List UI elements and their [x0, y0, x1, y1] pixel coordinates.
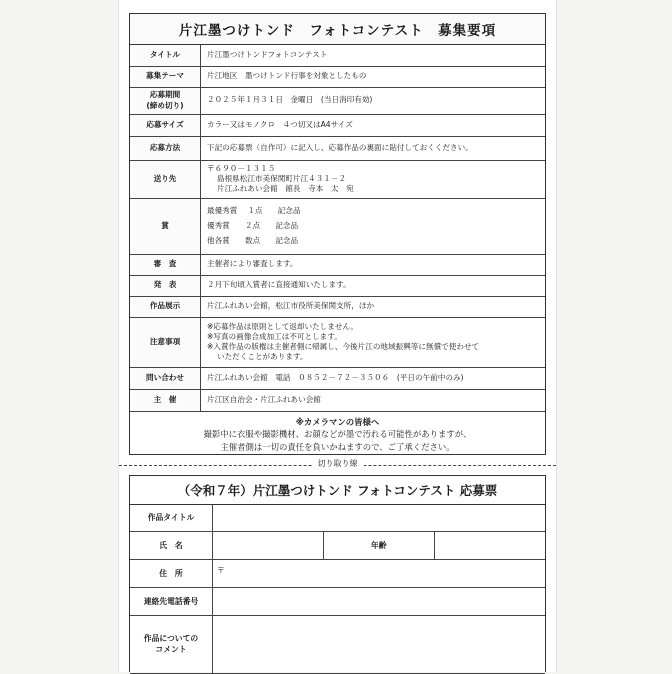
row-exhibit [130, 296, 545, 317]
value-notes [201, 317, 546, 367]
label-size: 応募サイズ [130, 114, 201, 136]
address-line-1: 〒６９０－１３１５ [207, 163, 276, 173]
note-line-4: いただくことがあります。 [217, 352, 308, 362]
value-exhibit: 片江ふれあい会館，松江市役所美保関支所，ほか [201, 296, 546, 317]
guidelines-table [130, 45, 545, 412]
value-announce: ２月下旬頃入賞者に直接通知いたします。 [201, 275, 546, 296]
page-title: 片江墨つけトンド フォトコンテスト 募集要項 [130, 14, 545, 45]
form-row-name [130, 531, 545, 559]
address-line-3: 片江ふれあい会館 館長 寺本 太 宛 [217, 184, 354, 194]
prize-2: 優秀賞 ２点 記念品 [207, 220, 299, 230]
label-period [130, 87, 201, 114]
value-prizes [201, 198, 546, 254]
row-address [130, 160, 545, 198]
postal-mark: 〒 [217, 565, 225, 575]
value-title: 片江墨つけトンドフォトコンテスト [201, 45, 546, 66]
label-period-2: (締め切り) [146, 100, 184, 110]
label-address: 送り先 [130, 160, 201, 198]
photographer-notice [130, 412, 545, 454]
value-method: 下記の応募票（自作可）に記入し、応募作品の裏面に貼付しておくください。 [201, 136, 546, 160]
label-comment [130, 615, 213, 673]
row-method [130, 136, 545, 160]
value-address [201, 160, 546, 198]
entry-form [129, 475, 546, 672]
value-period: ２０２５年１月３１日 金曜日 (当日消印有効) [201, 87, 546, 114]
row-organizer [130, 389, 545, 411]
field-address[interactable] [213, 559, 546, 587]
row-judging [130, 254, 545, 275]
cut-line [119, 458, 556, 472]
row-prizes [130, 198, 545, 254]
label-address-field: 住 所 [130, 559, 213, 587]
row-announce [130, 275, 545, 296]
row-size [130, 114, 545, 136]
label-period-1: 応募期間 [149, 90, 181, 100]
label-work-title: 作品タイトル [130, 505, 213, 531]
value-judging: 主催者により審査します。 [201, 254, 546, 275]
field-age[interactable] [434, 531, 545, 559]
label-notes: 注意事項 [130, 317, 201, 367]
guidelines-box [129, 13, 546, 455]
label-comment-1: 作品についての [143, 634, 199, 643]
notice-line-1: ※カメラマンの皆様へ [295, 416, 380, 427]
label-age: 年齢 [323, 531, 434, 559]
row-contact [130, 367, 545, 389]
value-theme: 片江地区 墨つけトンド行事を対象としたもの [201, 66, 546, 87]
notice-line-3: 主催者側は一切の責任を負いかねますので、ご了承ください。 [220, 441, 455, 452]
label-contact: 問い合わせ [130, 367, 201, 389]
field-comment[interactable] [213, 615, 546, 673]
row-notes [130, 317, 545, 367]
label-prizes: 賞 [130, 198, 201, 254]
note-line-3: ※入賞作品の版権は主催者側に帰属し、今後片江の地域振興等に無償で使わせて [207, 342, 480, 351]
address-line-2: 島根県松江市美保関町片江４３１－２ [217, 173, 347, 183]
notice-line-2: 撮影中に衣服や撮影機材、お顔などが墨で汚れる可能性がありますが、 [203, 429, 472, 440]
label-exhibit: 作品展示 [130, 296, 201, 317]
label-method: 応募方法 [130, 136, 201, 160]
field-name[interactable] [213, 531, 324, 559]
label-title: タイトル [130, 45, 201, 66]
form-row-work-title [130, 505, 545, 531]
label-theme: 募集テーマ [130, 66, 201, 87]
row-period [130, 87, 545, 114]
label-announce: 発 表 [130, 275, 201, 296]
field-work-title[interactable] [213, 505, 546, 531]
field-phone[interactable] [213, 587, 546, 615]
form-row-address [130, 559, 545, 587]
label-name: 氏 名 [130, 531, 213, 559]
entry-form-title: （令和７年）片江墨つけトンド フォトコンテスト 応募票 [130, 476, 545, 505]
document-page [118, 0, 557, 672]
row-theme [130, 66, 545, 87]
label-organizer: 主 催 [130, 389, 201, 411]
note-line-1: ※応募作品は原則として返却いたしません。 [207, 321, 359, 331]
form-row-phone [130, 587, 545, 615]
value-size: カラー又はモノクロ ４つ切又はA4サイズ [201, 114, 546, 136]
label-comment-2: コメント [155, 645, 187, 654]
note-line-2: ※写真の画像合成加工は不可とします。 [207, 331, 342, 341]
label-phone: 連絡先電話番号 [130, 587, 213, 615]
row-title [130, 45, 545, 66]
label-judging: 審 査 [130, 254, 201, 275]
entry-form-table [130, 505, 545, 674]
value-contact: 片江ふれあい会館 電話 ０８５２－７２－３５０６ (平日の午前中のみ) [201, 367, 546, 389]
form-row-comment [130, 615, 545, 673]
prize-3: 他各賞 数点 記念品 [207, 236, 299, 246]
value-organizer: 片江区自治会・片江ふれあい会館 [201, 389, 546, 411]
cut-line-label: 切り取り線 [312, 459, 364, 468]
prize-1: 最優秀賞 １点 記念品 [207, 205, 301, 215]
